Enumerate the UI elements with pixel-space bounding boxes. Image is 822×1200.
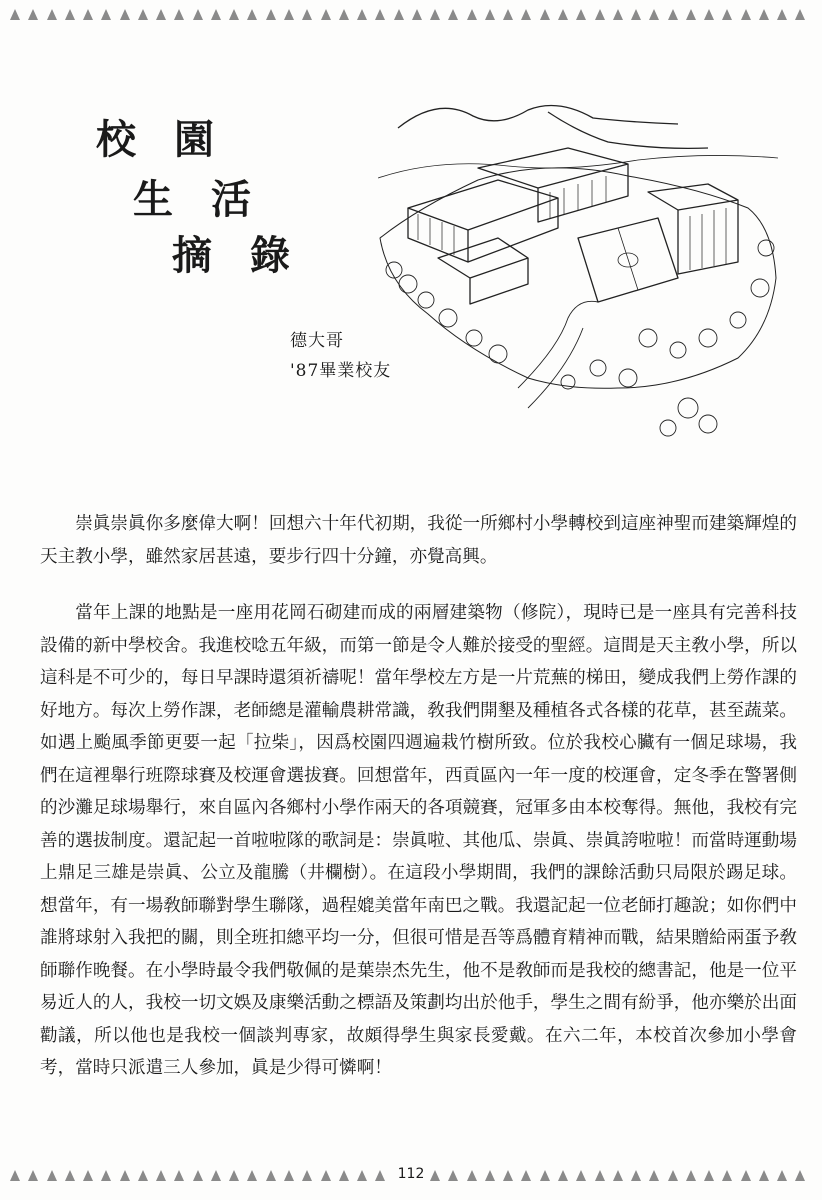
triangle-ornament [430,9,440,20]
paragraph: 崇眞崇眞你多麼偉大啊！回想六十年代初期，我從一所鄉村小學轉校到這座神聖而建築輝煌的天主教小學，雖然家居甚遠，要步行四十分鐘，亦覺高興。 [40,514,797,567]
triangle-ornament [595,9,605,20]
triangle-ornament [576,9,586,20]
triangle-ornament [28,9,38,20]
triangle-ornament [101,1170,111,1181]
title-char: 園 [174,117,214,163]
triangle-ornament [613,9,623,20]
triangle-ornament [467,9,477,20]
author-name: 德大哥 [290,331,344,351]
campus-illustration [378,88,778,448]
triangle-ornament [741,9,751,20]
triangle-ornament [540,9,550,20]
triangle-ornament [375,9,385,20]
triangle-ornament [448,9,458,20]
triangle-ornament [229,1170,239,1181]
triangle-ornament [266,9,276,20]
triangle-ornament [357,9,367,20]
triangle-ornament [795,9,805,20]
page-number: 112 [393,1166,429,1182]
triangle-ornament [156,1170,166,1181]
triangle-ornament [649,1170,659,1181]
triangle-ornament [777,1170,787,1181]
triangle-ornament [302,9,312,20]
triangle-ornament [339,9,349,20]
triangle-ornament [595,1170,605,1181]
triangle-ornament [47,9,57,20]
title-line-2 [133,168,289,225]
triangle-ornament [448,1170,458,1181]
triangle-ornament [28,1170,38,1181]
triangle-ornament [156,9,166,20]
triangle-ornament [284,9,294,20]
triangle-ornament [101,9,111,20]
triangle-ornament [613,1170,623,1181]
triangle-ornament [777,9,787,20]
triangle-ornament [631,9,641,20]
triangle-ornament [266,1170,276,1181]
triangle-ornament [339,1170,349,1181]
title-char: 活 [211,177,251,223]
triangle-ornament [558,1170,568,1181]
triangle-ornament [120,9,130,20]
title-char: 生 [133,177,173,223]
triangle-ornament [649,9,659,20]
triangle-ornament [65,1170,75,1181]
triangle-ornament [10,1170,20,1181]
triangle-ornament [485,9,495,20]
triangle-ornament [193,9,203,20]
triangle-ornament [83,9,93,20]
triangle-ornament [576,1170,586,1181]
triangle-ornament [722,9,732,20]
title-char: 摘 [172,233,212,279]
triangle-ornament [521,9,531,20]
title-char: 校 [96,117,136,163]
triangle-ornament [321,9,331,20]
triangle-ornament [759,9,769,20]
triangle-ornament [302,1170,312,1181]
triangle-ornament [668,9,678,20]
triangle-ornament [120,1170,130,1181]
triangle-ornament [247,1170,257,1181]
triangle-ornament [668,1170,678,1181]
paragraph: 當年上課的地點是一座用花岡石砌建而成的兩層建築物（修院），現時已是一座具有完善科技設備的新中學校舍。我進校唸五年級，而第一節是令人難於接受的聖經。這間是天主敎小學，所以這科是不可少的，每日早課時還須祈禱呢！當年學校左方是一片荒蕪的梯田，變成我們上勞作課的好地方。每次上勞作課，老師總是灌輸農耕常識，敎我們開墾及種植各式各樣的花草，甚至蔬菜。如遇上颱風季節更要一起「拉柴」，因爲校園四週遍栽竹樹所致。位於我校心臟有一個足球場，我們在這裡舉行班際球賽及校運會選拔賽。回想當年，西貢區內一年一度的校運會，定冬季在警署側的沙灘足球場舉行，來自區內各鄉村小學作兩天的各項競賽，冠軍多由本校奪得。無他，我校有完善的選拔制度。還記起一首啦啦隊的歌詞是：崇眞啦、其他瓜、崇眞、崇眞誇啦啦！而當時運動場上鼎足三雄是崇眞、公立及龍騰（井欄樹）。在這段小學期間，我們的課餘活動只局限於踢足球。想當年，有一場敎師聯對學生聯隊，過程媲美當年南巴之戰。我還記起一位老師打趣說；如你們中誰將球射入我把的關，則全班扣總平均一分，但很可惜是吾等爲體育精神而戰，結果贈給兩蛋予敎師聯作晚餐。在小學時最令我們敬佩的是葉崇杰先生，他不是敎師而是我校的總書記，他是一位平易近人的人，我校一切文娛及康樂活動之標語及策劃均出於他手，學生之間有紛爭，他亦樂於出面勸議，所以他也是我校一個談判專家，故頗得學生與家長愛戴。在六二年，本校首次參加小學會考，當時只派遣三人參加，眞是少得可憐啊！ [40,603,797,1078]
triangle-ornament [375,1170,385,1181]
triangle-ornament [722,1170,732,1181]
triangle-ornament [357,1170,367,1181]
triangle-ornament [284,1170,294,1181]
triangle-ornament [631,1170,641,1181]
author-affiliation: '87畢業校友 [290,361,392,381]
triangle-ornament [247,9,257,20]
triangle-ornament [10,9,20,20]
triangle-ornament [503,1170,513,1181]
triangle-ornament [65,9,75,20]
triangle-ornament [211,9,221,20]
triangle-ornament [174,1170,184,1181]
top-border-decoration [10,4,806,24]
triangle-ornament [503,9,513,20]
triangle-ornament [83,1170,93,1181]
article-body [40,508,797,1085]
triangle-ornament [795,1170,805,1181]
triangle-ornament [430,1170,440,1181]
triangle-ornament [211,1170,221,1181]
triangle-ornament [759,1170,769,1181]
title-char: 錄 [250,233,290,279]
triangle-ornament [686,9,696,20]
triangle-ornament [558,9,568,20]
triangle-ornament [704,1170,714,1181]
title-line-3 [172,224,328,281]
triangle-ornament [521,1170,531,1181]
triangle-ornament [229,9,239,20]
triangle-ornament [47,1170,57,1181]
triangle-ornament [394,9,404,20]
triangle-ornament [138,1170,148,1181]
triangle-ornament [321,1170,331,1181]
title-line-1 [96,108,252,165]
triangle-ornament [540,1170,550,1181]
triangle-ornament [174,9,184,20]
triangle-ornament [412,9,422,20]
triangle-ornament [686,1170,696,1181]
triangle-ornament [704,9,714,20]
triangle-ornament [138,9,148,20]
triangle-ornament [467,1170,477,1181]
triangle-ornament [741,1170,751,1181]
triangle-ornament [193,1170,203,1181]
triangle-ornament [485,1170,495,1181]
